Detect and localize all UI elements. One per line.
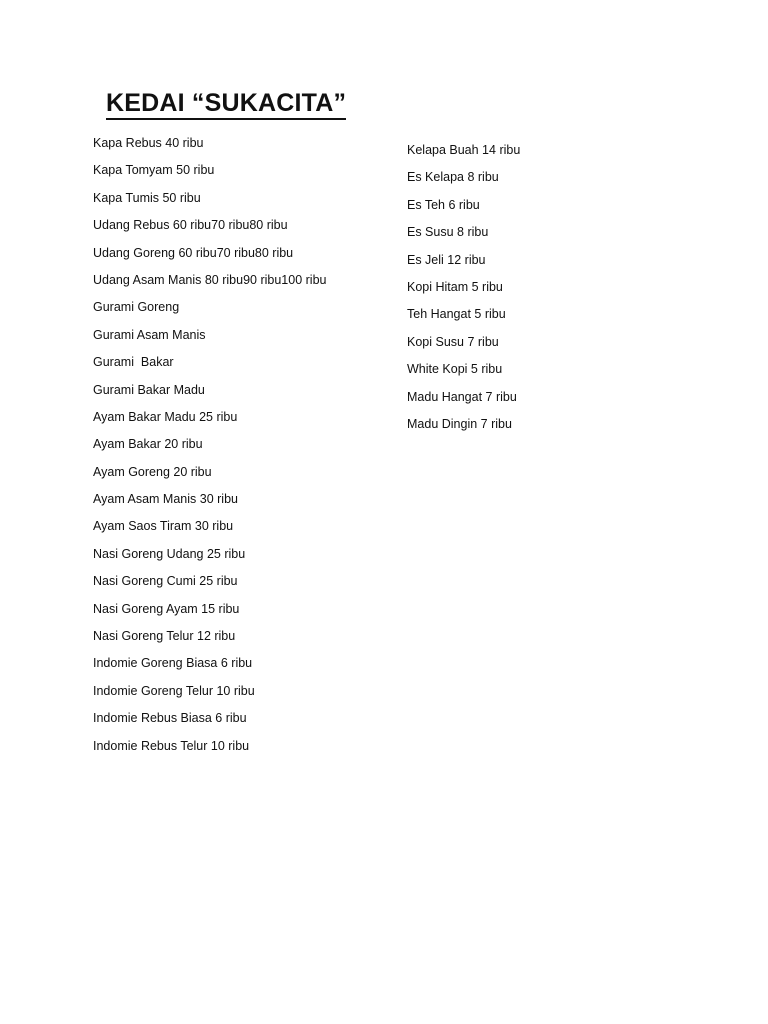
food-menu-item: Nasi Goreng Udang 25 ribu xyxy=(93,546,246,561)
drink-menu-item: Kelapa Buah 14 ribu xyxy=(407,143,521,157)
drink-menu-item: Madu Dingin 7 ribu xyxy=(407,416,512,431)
food-menu-item: Indomie Goreng Telur 10 ribu xyxy=(93,683,255,698)
food-menu-item: Indomie Rebus Telur 10 ribu xyxy=(93,738,250,753)
drink-menu-item: Kopi Susu 7 ribu xyxy=(407,334,499,349)
drink-menu-item: White Kopi 5 ribu xyxy=(407,362,503,377)
food-menu-item: Gurami Bakar Madu xyxy=(93,382,205,397)
food-menu-item: Ayam Asam Manis 30 ribu xyxy=(93,492,238,507)
food-menu-item: Gurami Goreng xyxy=(93,300,180,315)
food-menu-item: Gurami Asam Manis xyxy=(93,327,206,342)
food-menu-item: Nasi Goreng Ayam 15 ribu xyxy=(93,601,240,616)
food-menu-item: Indomie Rebus Biasa 6 ribu xyxy=(93,711,247,726)
food-menu-item: Kapa Rebus 40 ribu xyxy=(93,136,204,150)
drink-menu-item: Madu Hangat 7 ribu xyxy=(407,389,517,404)
food-menu-list xyxy=(93,134,326,764)
food-menu-item: Kapa Tumis 50 ribu xyxy=(93,190,201,205)
food-menu-item: Nasi Goreng Telur 12 ribu xyxy=(93,629,236,644)
food-menu-item: Gurami Bakar xyxy=(93,355,174,370)
drink-menu-item: Es Susu 8 ribu xyxy=(407,225,489,240)
drink-menu-list xyxy=(407,141,520,442)
food-menu-item: Udang Rebus 60 ribu70 ribu80 ribu xyxy=(93,218,288,233)
food-menu-item: Nasi Goreng Cumi 25 ribu xyxy=(93,574,238,589)
food-menu-item: Ayam Bakar 20 ribu xyxy=(93,437,203,452)
food-menu-item: Ayam Bakar Madu 25 ribu xyxy=(93,409,238,424)
food-menu-item: Udang Asam Manis 80 ribu90 ribu100 ribu xyxy=(93,272,327,287)
food-menu-item: Ayam Goreng 20 ribu xyxy=(93,464,212,479)
food-menu-item: Udang Goreng 60 ribu70 ribu80 ribu xyxy=(93,245,294,260)
drink-menu-item: Teh Hangat 5 ribu xyxy=(407,307,506,322)
drink-menu-item: Es Kelapa 8 ribu xyxy=(407,170,499,185)
page-title: KEDAI “SUKACITA” xyxy=(106,88,346,120)
drink-menu-item: Es Jeli 12 ribu xyxy=(407,252,486,267)
drink-menu-item: Kopi Hitam 5 ribu xyxy=(407,279,503,294)
food-menu-item: Indomie Goreng Biasa 6 ribu xyxy=(93,656,253,671)
food-menu-item: Kapa Tomyam 50 ribu xyxy=(93,163,215,178)
drink-menu-item: Es Teh 6 ribu xyxy=(407,197,480,212)
food-menu-item: Ayam Saos Tiram 30 ribu xyxy=(93,519,234,534)
